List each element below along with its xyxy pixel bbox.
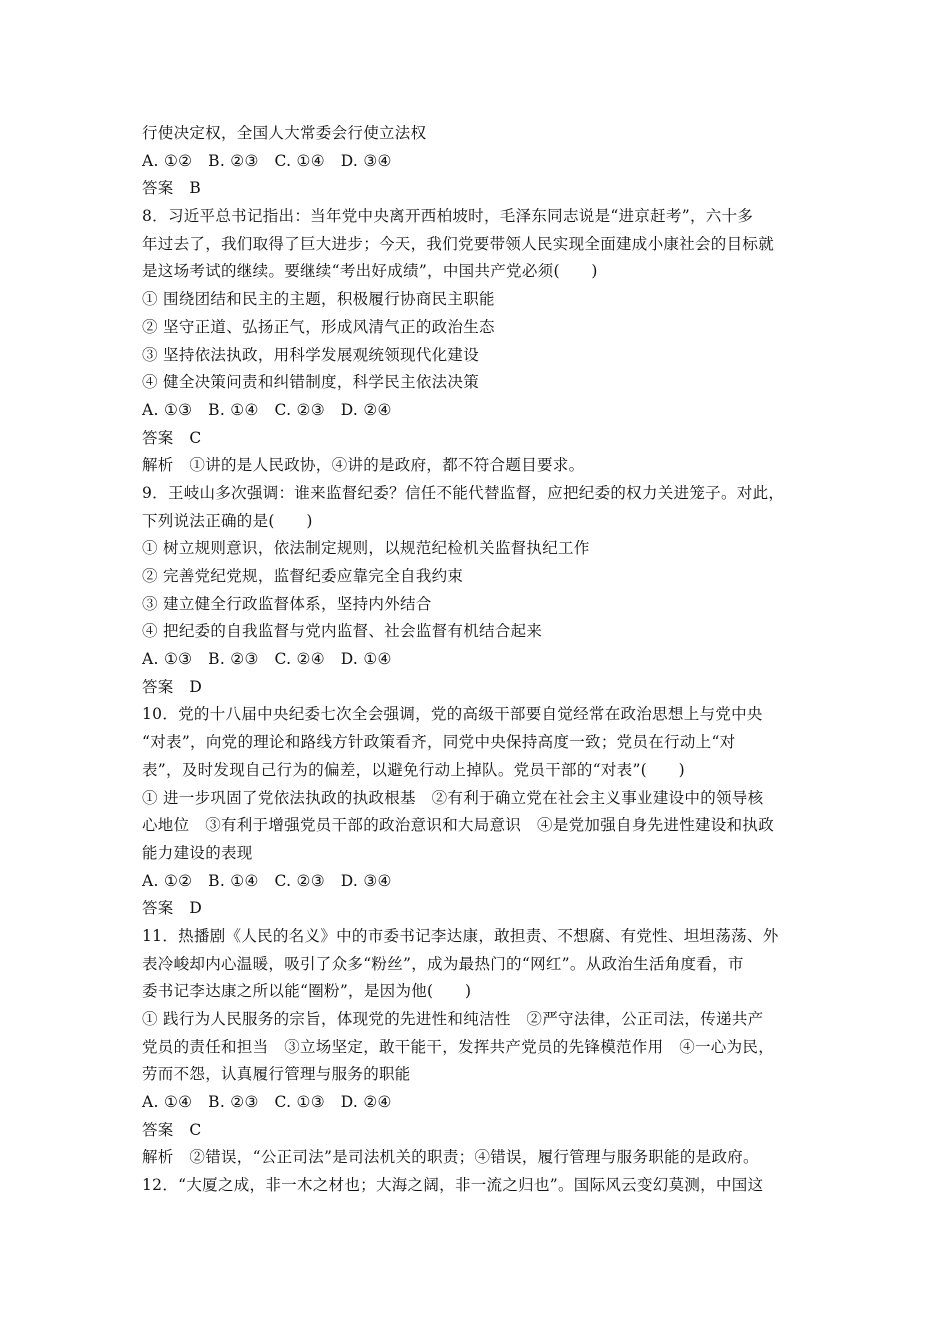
text-line: A. ①③ B. ①④ C. ②③ D. ②④ bbox=[142, 400, 392, 419]
text-line: 9．王岐山多次强调：谁来监督纪委？信任不能代替监督，应把纪委的权力关进笼子。对此， bbox=[142, 483, 785, 502]
text-line: 表”，及时发现自己行为的偏差，以避免行动上掉队。党员干部的“对表”( ) bbox=[142, 760, 685, 779]
text-line: 解析 ①讲的是人民政协，④讲的是政府，都不符合题目要求。 bbox=[142, 456, 585, 475]
text-line: ② 坚守正道、弘扬正气，形成风清气正的政治生态 bbox=[142, 317, 495, 336]
text-line: ③ 建立健全行政监督体系，坚持内外结合 bbox=[142, 594, 432, 613]
text-line: A. ①③ B. ②③ C. ②④ D. ①④ bbox=[142, 650, 392, 669]
text-line: A. ①② B. ②③ C. ①④ D. ③④ bbox=[142, 151, 392, 170]
document-body bbox=[142, 120, 822, 1200]
text-line: 答案 D bbox=[142, 677, 203, 696]
text-line: ③ 坚持依法执政，用科学发展观统领现代化建设 bbox=[142, 345, 480, 364]
text-line: 行使决定权，全国人大常委会行使立法权 bbox=[142, 124, 427, 142]
text-line: ④ 把纪委的自我监督与党内监督、社会监督有机结合起来 bbox=[142, 622, 543, 641]
text-line: “对表”，向党的理论和路线方针政策看齐，同党中央保持高度一致；党员在行动上“对 bbox=[142, 733, 736, 752]
text-line: ① 进一步巩固了党依法执政的执政根基 ②有利于确立党在社会主义事业建设中的领导核 bbox=[142, 788, 764, 807]
text-line: ④ 健全决策问责和纠错制度，科学民主依法决策 bbox=[142, 373, 480, 392]
text-line: 答案 C bbox=[142, 1120, 202, 1139]
text-line: 11．热播剧《人民的名义》中的市委书记李达康，敢担责、不想腐、有党性、坦坦荡荡、外 bbox=[142, 926, 779, 945]
text-line: 解析 ②错误，“公正司法”是司法机关的职责；④错误，履行管理与服务职能的是政府。 bbox=[142, 1148, 759, 1167]
text-line: A. ①② B. ①④ C. ②③ D. ③④ bbox=[142, 871, 392, 890]
text-line: A. ①④ B. ②③ C. ①③ D. ②④ bbox=[142, 1093, 392, 1112]
text-line: ① 树立规则意识，依法制定规则，以规范纪检机关监督执纪工作 bbox=[142, 539, 590, 558]
text-line: 能力建设的表现 bbox=[142, 843, 253, 862]
text-line: 答案 C bbox=[142, 428, 202, 447]
text-line: 8．习近平总书记指出：当年党中央离开西柏坡时，毛泽东同志说是“进京赶考”，六十多 bbox=[142, 207, 754, 226]
text-line: 答案 D bbox=[142, 899, 203, 918]
text-line: 12．“大厦之成，非一木之材也；大海之阔，非一流之归也”。国际风云变幻莫测，中国这 bbox=[142, 1176, 764, 1195]
text-line: 劳而不怨，认真履行管理与服务的职能 bbox=[142, 1065, 411, 1084]
text-line: ② 完善党纪党规，监督纪委应靠完全自我约束 bbox=[142, 567, 464, 585]
text-line: ① 践行为人民服务的宗旨，体现党的先进性和纯洁性 ②严守法律，公正司法，传递共产 bbox=[142, 1010, 764, 1028]
text-line: 委书记李达康之所以能“圈粉”，是因为他( ) bbox=[142, 982, 472, 1001]
text-line: 表冷峻却内心温暖，吸引了众多“粉丝”，成为最热门的“网红”。从政治生活角度看，市 bbox=[142, 954, 744, 973]
text-line: 是这场考试的继续。要继续“考出好成绩”，中国共产党必须( ) bbox=[142, 262, 598, 281]
text-line: 心地位 ③有利于增强党员干部的政治意识和大局意识 ④是党加强自身先进性建设和执政 bbox=[142, 816, 775, 835]
text-line: 10．党的十八届中央纪委七次全会强调，党的高级干部要自觉经常在政治思想上与党中央 bbox=[142, 705, 763, 724]
text-line: 答案 B bbox=[142, 179, 202, 198]
text-line: 党员的责任和担当 ③立场坚定，敢干能干，发挥共产党员的先锋模范作用 ④一心为民， bbox=[142, 1037, 775, 1056]
text-line: 年过去了，我们取得了巨大进步；今天，我们党要带领人民实现全面建成小康社会的目标就 bbox=[142, 234, 775, 253]
text-line: ① 围绕团结和民主的主题，积极履行协商民主职能 bbox=[142, 290, 495, 309]
text-line: 下列说法正确的是( ) bbox=[142, 511, 313, 530]
